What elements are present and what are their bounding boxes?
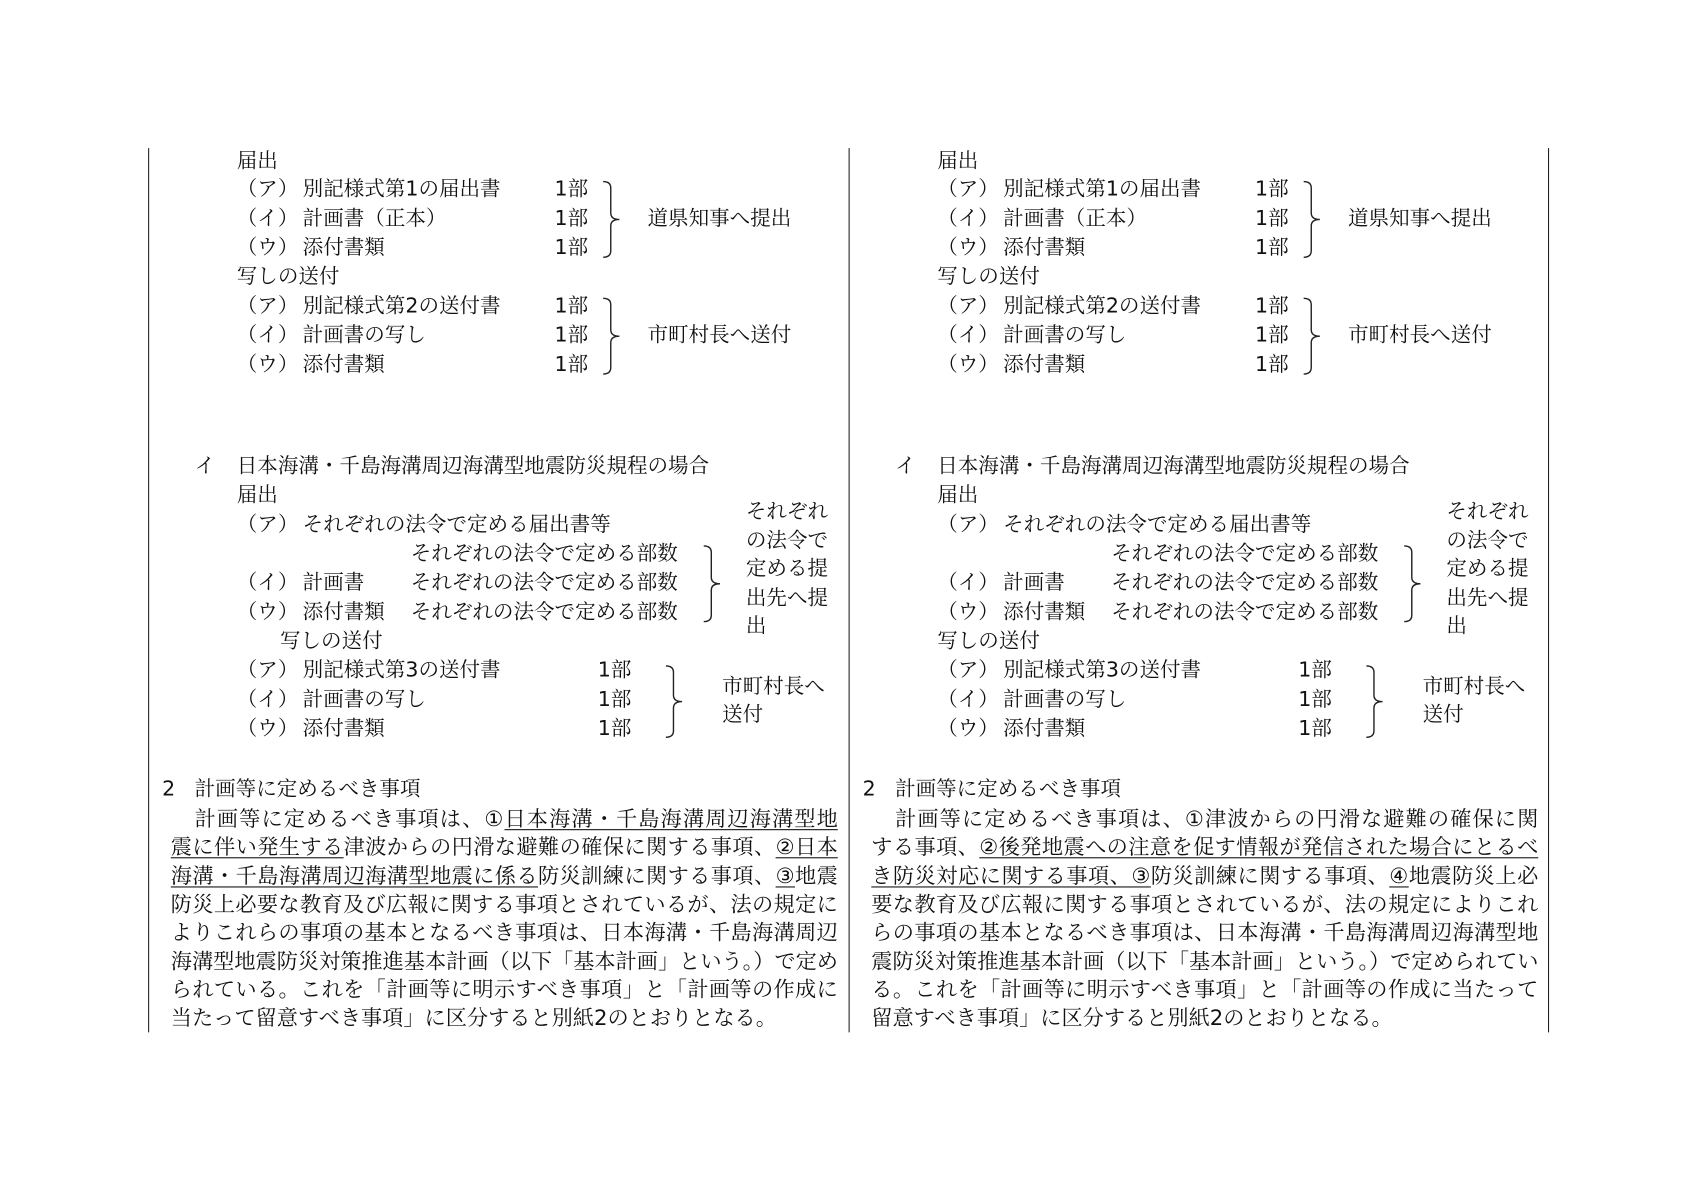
destination-label-line: 送付 (1422, 702, 1464, 727)
item-count: 1部 (554, 352, 589, 377)
item-count: 1部 (1255, 177, 1289, 202)
right-brace-icon (1403, 544, 1422, 624)
destination-label-line: 出先へ提 (1446, 585, 1529, 610)
item-label: （ウ） (236, 599, 299, 624)
item-text: 計画書 (1003, 570, 1065, 595)
right-brace-icon (1303, 296, 1322, 376)
item-text: 計画書の写し (1003, 687, 1127, 712)
underlined-text: ④ (1389, 863, 1409, 889)
paragraph-line (871, 861, 1538, 890)
item-text: 計画書（正本） (302, 206, 447, 231)
item-label: （ア） (236, 177, 299, 202)
item-text: 添付書類 (1003, 352, 1086, 377)
underlined-text: 日本海溝・千島海溝周辺海溝型地 (504, 806, 838, 832)
item-text: 別記様式第3の送付書 (302, 658, 501, 683)
item-label: （ア） (236, 294, 299, 318)
item-count: 1部 (554, 177, 589, 202)
item-label: （ア） (937, 512, 999, 537)
subsection-marker: イ (194, 454, 216, 478)
item-label: （ア） (937, 177, 999, 202)
underlined-text: ③ (775, 863, 795, 889)
section-title: 計画等に定めるべき事項 (895, 777, 1122, 802)
paragraph-line (895, 804, 1538, 833)
item-label: （ア） (236, 512, 299, 537)
destination-label-line: それぞれ (1446, 499, 1529, 524)
text-segment: よりこれらの事項の基本となるべき事項は、日本海溝・千島海溝周辺 (170, 920, 838, 945)
item-count: 1部 (597, 658, 632, 683)
destination-label-line: 出 (1446, 614, 1467, 639)
item-label: （イ） (937, 323, 999, 348)
item-label: （ア） (236, 658, 299, 683)
section-number: 2 (162, 777, 176, 802)
item-count: 1部 (597, 716, 632, 741)
paragraph-line (871, 975, 1538, 1004)
text-segment: 計画等に定めるべき事項は、① (194, 806, 505, 832)
item-label: （ウ） (937, 599, 999, 624)
item-label: （イ） (937, 687, 999, 712)
item-label: （イ） (236, 323, 299, 348)
copy-heading: 写しの送付 (937, 264, 1040, 289)
right-brace-icon (602, 296, 621, 376)
item-text: 別記様式第1の届出書 (302, 177, 501, 202)
item-text: 添付書類 (302, 599, 385, 624)
destination-label-line: 定める提 (745, 556, 829, 581)
column-left (0, 0, 838, 1182)
destination-label-line: それぞれ (745, 499, 829, 524)
item-text: 添付書類 (302, 716, 385, 741)
paragraph-line (871, 833, 1538, 862)
right-brace-icon (1303, 179, 1322, 259)
item-count: 1部 (1298, 658, 1332, 683)
notification-heading: 届出 (236, 149, 278, 173)
destination-label-line: 送付 (722, 702, 764, 727)
item-text: 別記様式第2の送付書 (302, 294, 501, 318)
paragraph-line (871, 890, 1538, 919)
notification-heading: 届出 (937, 483, 979, 507)
column-right (700, 0, 1539, 1182)
underlined-text: 震に伴い発生する (170, 834, 344, 860)
destination-label: 道県知事へ提出 (1348, 206, 1492, 231)
item-count: 1部 (1298, 687, 1332, 712)
item-text: それぞれの法令で定める届出書等 (1003, 512, 1312, 537)
item-count: 1部 (1255, 294, 1289, 318)
text-segment: 震防災対策推進基本計画（以下「基本計画」という。）で定められてい (871, 948, 1539, 974)
destination-label-line: の法令で (745, 528, 829, 552)
item-count: それぞれの法令で定める部数 (410, 541, 678, 566)
right-brace-icon (602, 179, 621, 259)
notification-heading: 届出 (937, 149, 979, 173)
underlined-text: き防災対応に関する事項、③ (871, 863, 1151, 889)
subsection-title: 日本海溝・千島海溝周辺海溝型地震防災規程の場合 (937, 454, 1410, 478)
destination-label-line: 市町村長へ (1422, 674, 1526, 699)
destination-label-line: の法令で (1446, 528, 1529, 552)
item-count: それぞれの法令で定める部数 (410, 570, 678, 595)
item-count: 1部 (1255, 235, 1289, 260)
item-text: 計画書の写し (302, 687, 426, 712)
underlined-text: 海溝・千島海溝周辺海溝型地震に係る (170, 863, 538, 889)
copy-heading: 写しの送付 (236, 264, 340, 289)
item-label: （ウ） (236, 235, 299, 260)
item-text: 添付書類 (1003, 235, 1086, 260)
item-text: 添付書類 (1003, 599, 1086, 624)
item-text: 添付書類 (302, 352, 385, 377)
section-title: 計画等に定めるべき事項 (194, 777, 421, 802)
underlined-text: ②後発地震への注意を促す情報が発信された場合にとるべ (979, 834, 1539, 860)
item-count: 1部 (554, 294, 589, 318)
table-border-right (1548, 148, 1549, 1032)
item-count: それぞれの法令で定める部数 (1111, 570, 1379, 595)
item-text: それぞれの法令で定める届出書等 (302, 512, 611, 537)
item-label: （ア） (937, 294, 999, 318)
item-label: （ウ） (937, 352, 999, 377)
item-label: （ウ） (236, 352, 299, 377)
item-count: 1部 (554, 206, 589, 231)
destination-label-line: 出先へ提 (745, 585, 829, 610)
item-count: それぞれの法令で定める部数 (410, 599, 678, 624)
item-count: 1部 (554, 323, 589, 348)
item-label: （ウ） (937, 716, 999, 741)
item-count: 1部 (1298, 716, 1332, 741)
item-count: それぞれの法令で定める部数 (1111, 599, 1379, 624)
text-segment: 地震防災上必 (1408, 863, 1539, 889)
item-text: 別記様式第1の届出書 (1003, 177, 1202, 202)
text-segment: 海溝型地震防災対策推進基本計画（以下「基本計画」という。）で定め (170, 948, 838, 974)
destination-label: 市町村長へ送付 (1348, 323, 1492, 348)
text-segment: る。これを「計画等に明示すべき事項」と「計画等の作成に当たって (871, 977, 1539, 1002)
text-segment: 地震 (794, 863, 838, 889)
text-segment: 防災訓練に関する事項、 (1150, 863, 1390, 889)
destination-label: 道県知事へ提出 (647, 206, 792, 231)
item-text: 別記様式第2の送付書 (1003, 294, 1202, 318)
item-label: （ア） (937, 658, 999, 683)
copy-heading: 写しの送付 (279, 629, 383, 653)
item-text: 添付書類 (1003, 716, 1086, 741)
section-number: 2 (862, 777, 876, 802)
copy-heading: 写しの送付 (937, 629, 1040, 653)
item-label: （ウ） (937, 235, 999, 260)
text-segment: 防災訓練に関する事項、 (537, 863, 776, 889)
item-text: 計画書の写し (302, 323, 426, 348)
item-count: 1部 (1255, 352, 1289, 377)
item-text: 計画書の写し (1003, 323, 1127, 348)
item-text: 計画書（正本） (1003, 206, 1147, 231)
destination-label-line: 市町村長へ (722, 674, 825, 699)
paragraph-line (871, 946, 1538, 975)
text-segment: 防災上必要な教育及び広報に関する事項とされているが、法の規定に (170, 891, 838, 917)
right-brace-icon (1365, 664, 1384, 740)
text-segment: 津波からの円滑な避難の確保に関する事項、 (343, 834, 776, 860)
text-segment: 留意すべき事項」に区分すると別紙2のとおりとなる。 (871, 1005, 1393, 1031)
destination-label-line: 定める提 (1446, 556, 1529, 581)
paragraph-line (871, 918, 1538, 947)
destination-label-line: 出 (745, 614, 767, 639)
text-segment: 計画等に定めるべき事項は、①津波からの円滑な避難の確保に関 (895, 806, 1539, 832)
item-label: （ウ） (236, 716, 299, 741)
item-label: （イ） (236, 687, 299, 712)
underlined-text: ②日本 (775, 834, 838, 860)
destination-label: 市町村長へ送付 (647, 323, 792, 348)
subsection-title: 日本海溝・千島海溝周辺海溝型地震防災規程の場合 (236, 454, 710, 478)
right-brace-icon (665, 664, 684, 740)
item-label: （イ） (937, 206, 999, 231)
item-count: 1部 (1255, 206, 1289, 231)
item-text: 添付書類 (302, 235, 385, 260)
paragraph-line (871, 1003, 1538, 1032)
text-segment: 当たって留意すべき事項」に区分すると別紙2のとおりとなる。 (170, 1005, 777, 1031)
item-label: （イ） (236, 570, 299, 595)
text-segment: られている。これを「計画等に明示すべき事項」と「計画等の作成に (170, 977, 838, 1002)
subsection-marker: イ (895, 454, 916, 478)
item-label: （イ） (937, 570, 999, 595)
item-count: それぞれの法令で定める部数 (1111, 541, 1379, 566)
text-segment: する事項、 (871, 834, 980, 860)
text-segment: 要な教育及び広報に関する事項とされているが、法の規定によりこれ (871, 891, 1539, 917)
item-count: 1部 (1255, 323, 1289, 348)
text-segment: らの事項の基本となるべき事項は、日本海溝・千島海溝周辺海溝型地 (871, 920, 1539, 945)
item-text: 別記様式第3の送付書 (1003, 658, 1202, 683)
item-count: 1部 (597, 687, 632, 712)
item-count: 1部 (554, 235, 589, 260)
item-label: （イ） (236, 206, 299, 231)
item-text: 計画書 (302, 570, 365, 595)
notification-heading: 届出 (236, 483, 278, 507)
